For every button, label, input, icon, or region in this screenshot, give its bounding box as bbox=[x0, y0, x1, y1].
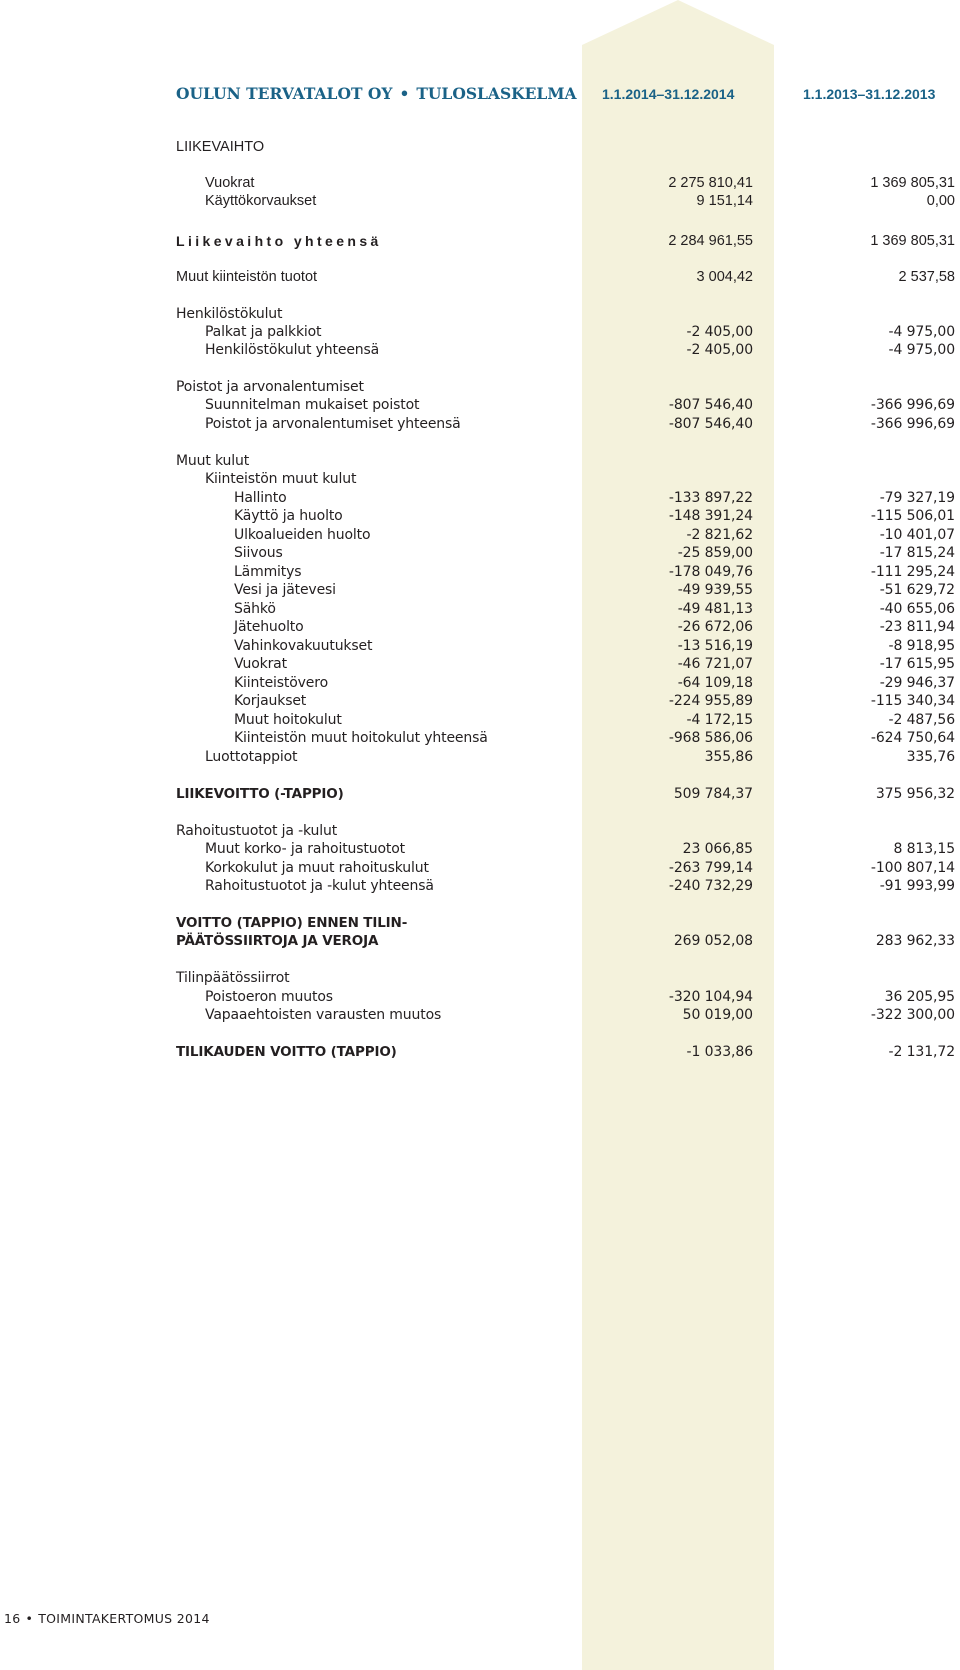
value-2013: 335,76 bbox=[906, 749, 955, 765]
value-2013: 283 962,33 bbox=[875, 933, 955, 949]
row-label: Kiinteistön muut hoitokulut yhteensä bbox=[234, 730, 488, 746]
row-label: TILIKAUDEN VOITTO (TAPPIO) bbox=[176, 1044, 397, 1060]
value-2013: 375 956,32 bbox=[875, 786, 955, 802]
value-2013: -2 131,72 bbox=[888, 1044, 955, 1060]
table-row bbox=[0, 859, 960, 877]
report-name: TULOSLASKELMA bbox=[416, 84, 577, 103]
table-row bbox=[0, 232, 960, 250]
value-2014: -224 955,89 bbox=[668, 693, 753, 709]
row-label: Tilinpäätössiirrot bbox=[176, 970, 290, 986]
table-row bbox=[0, 378, 960, 396]
value-2014: -13 516,19 bbox=[677, 638, 753, 654]
row-label: Muut kulut bbox=[176, 453, 250, 469]
table-row bbox=[0, 396, 960, 414]
table-row bbox=[0, 692, 960, 710]
value-2014: -2 405,00 bbox=[686, 342, 753, 358]
value-2014: -49 481,13 bbox=[677, 601, 753, 617]
row-label: PÄÄTÖSSIIRTOJA JA VEROJA bbox=[176, 933, 379, 949]
table-row bbox=[0, 341, 960, 359]
row-label: Vuokrat bbox=[234, 656, 287, 672]
value-2014: 355,86 bbox=[704, 749, 753, 765]
row-label: Liikevaihto yhteensä bbox=[176, 233, 382, 249]
value-2013: -111 295,24 bbox=[870, 564, 955, 580]
table-row bbox=[0, 452, 960, 470]
table-row bbox=[0, 637, 960, 655]
value-2014: -178 049,76 bbox=[668, 564, 753, 580]
table-row bbox=[0, 138, 960, 156]
value-2013: -23 811,94 bbox=[879, 619, 955, 635]
page-footer bbox=[4, 1611, 210, 1626]
row-label: Palkat ja palkkiot bbox=[205, 324, 322, 340]
table-row bbox=[0, 268, 960, 286]
value-2014: -968 586,06 bbox=[668, 730, 753, 746]
table-row bbox=[0, 655, 960, 673]
value-2013: -4 975,00 bbox=[888, 342, 955, 358]
value-2014: -133 897,22 bbox=[668, 490, 753, 506]
period-previous: 1.1.2013–31.12.2013 bbox=[803, 86, 936, 102]
table-row bbox=[0, 544, 960, 562]
row-label: Luottotappiot bbox=[205, 749, 298, 765]
value-2014: -49 939,55 bbox=[677, 582, 753, 598]
value-2013: -115 506,01 bbox=[870, 508, 955, 524]
table-row bbox=[0, 323, 960, 341]
row-label: Kiinteistön muut kulut bbox=[205, 471, 357, 487]
table-row bbox=[0, 840, 960, 858]
value-2013: -366 996,69 bbox=[870, 416, 955, 432]
value-2014: 50 019,00 bbox=[682, 1007, 753, 1023]
table-row bbox=[0, 877, 960, 895]
row-label: Vahinkovakuutukset bbox=[234, 638, 373, 654]
row-label: Siivous bbox=[234, 545, 283, 561]
value-2014: -26 672,06 bbox=[677, 619, 753, 635]
value-2014: 3 004,42 bbox=[696, 269, 753, 285]
table-row bbox=[0, 932, 960, 950]
value-2014: -807 546,40 bbox=[668, 397, 753, 413]
table-row bbox=[0, 748, 960, 766]
row-label: VOITTO (TAPPIO) ENNEN TILIN- bbox=[176, 915, 408, 931]
table-row bbox=[0, 988, 960, 1006]
table-row bbox=[0, 969, 960, 987]
value-2013: -51 629,72 bbox=[879, 582, 955, 598]
value-2014: -807 546,40 bbox=[668, 416, 753, 432]
value-2013: -366 996,69 bbox=[870, 397, 955, 413]
row-label: Muut kiinteistön tuotot bbox=[176, 269, 318, 285]
row-label: Henkilöstökulut yhteensä bbox=[205, 342, 380, 358]
table-row bbox=[0, 822, 960, 840]
value-2014: -1 033,86 bbox=[686, 1044, 753, 1060]
table-row bbox=[0, 174, 960, 192]
table-row bbox=[0, 618, 960, 636]
value-2014: -2 821,62 bbox=[686, 527, 753, 543]
row-label: Poistot ja arvonalentumiset bbox=[176, 379, 364, 395]
row-label: Muut hoitokulut bbox=[234, 712, 342, 728]
value-2013: -17 815,24 bbox=[879, 545, 955, 561]
table-row bbox=[0, 711, 960, 729]
table-row bbox=[0, 305, 960, 323]
value-2013: 8 813,15 bbox=[893, 841, 955, 857]
table-row bbox=[0, 192, 960, 210]
value-2013: 1 369 805,31 bbox=[870, 175, 955, 191]
row-label: Hallinto bbox=[234, 490, 287, 506]
row-label: LIIKEVOITTO (-TAPPIO) bbox=[176, 786, 344, 802]
value-2013: 36 205,95 bbox=[884, 989, 955, 1005]
report-title bbox=[176, 84, 577, 104]
value-2014: 269 052,08 bbox=[673, 933, 753, 949]
row-label: Vuokrat bbox=[205, 175, 255, 191]
row-label: Suunnitelman mukaiset poistot bbox=[205, 397, 420, 413]
row-label: Käyttökorvaukset bbox=[205, 193, 317, 209]
table-row bbox=[0, 563, 960, 581]
row-label: Poistot ja arvonalentumiset yhteensä bbox=[205, 416, 461, 432]
table-row bbox=[0, 785, 960, 803]
value-2013: -79 327,19 bbox=[879, 490, 955, 506]
value-2014: 23 066,85 bbox=[682, 841, 753, 857]
table-row bbox=[0, 581, 960, 599]
value-2014: -46 721,07 bbox=[677, 656, 753, 672]
value-2013: -91 993,99 bbox=[879, 878, 955, 894]
row-label: Käyttö ja huolto bbox=[234, 508, 343, 524]
row-label: Rahoitustuotot ja -kulut bbox=[176, 823, 338, 839]
row-label: Korjaukset bbox=[234, 693, 307, 709]
value-2014: -320 104,94 bbox=[668, 989, 753, 1005]
value-2014: 2 284 961,55 bbox=[668, 233, 753, 249]
value-2014: -4 172,15 bbox=[686, 712, 753, 728]
table-row bbox=[0, 526, 960, 544]
row-label: Poistoeron muutos bbox=[205, 989, 333, 1005]
value-2013: -8 918,95 bbox=[888, 638, 955, 654]
row-label: Ulkoalueiden huolto bbox=[234, 527, 371, 543]
value-2013: -17 615,95 bbox=[879, 656, 955, 672]
row-label: Jätehuolto bbox=[234, 619, 304, 635]
value-2013: -115 340,34 bbox=[870, 693, 955, 709]
value-2013: -4 975,00 bbox=[888, 324, 955, 340]
row-label: Vesi ja jätevesi bbox=[234, 582, 336, 598]
period-current: 1.1.2014–31.12.2014 bbox=[602, 86, 735, 102]
company-name: OULUN TERVATALOT OY bbox=[176, 84, 393, 103]
page-number: 16 bbox=[4, 1611, 21, 1626]
value-2014: -240 732,29 bbox=[668, 878, 753, 894]
table-row bbox=[0, 600, 960, 618]
row-label: LIIKEVAIHTO bbox=[176, 139, 265, 155]
value-2014: -2 405,00 bbox=[686, 324, 753, 340]
value-2013: 1 369 805,31 bbox=[870, 233, 955, 249]
value-2013: -624 750,64 bbox=[870, 730, 955, 746]
value-2013: -2 487,56 bbox=[888, 712, 955, 728]
table-row bbox=[0, 470, 960, 488]
row-label: Vapaaehtoisten varausten muutos bbox=[205, 1007, 442, 1023]
table-row bbox=[0, 674, 960, 692]
table-row bbox=[0, 489, 960, 507]
table-row bbox=[0, 1043, 960, 1061]
publication-name: TOIMINTAKERTOMUS 2014 bbox=[38, 1611, 210, 1626]
footer-separator: • bbox=[25, 1611, 34, 1626]
row-label: Henkilöstökulut bbox=[176, 306, 283, 322]
row-label: Kiinteistövero bbox=[234, 675, 328, 691]
table-row bbox=[0, 507, 960, 525]
value-2014: -263 799,14 bbox=[668, 860, 753, 876]
value-2014: -64 109,18 bbox=[677, 675, 753, 691]
row-label: Muut korko- ja rahoitustuotot bbox=[205, 841, 405, 857]
table-row bbox=[0, 729, 960, 747]
value-2013: -29 946,37 bbox=[879, 675, 955, 691]
value-2013: -10 401,07 bbox=[879, 527, 955, 543]
row-label: Sähkö bbox=[234, 601, 276, 617]
row-label: Lämmitys bbox=[234, 564, 302, 580]
value-2014: -148 391,24 bbox=[668, 508, 753, 524]
value-2014: -25 859,00 bbox=[677, 545, 753, 561]
title-separator: • bbox=[399, 84, 410, 103]
value-2013: 2 537,58 bbox=[898, 269, 955, 285]
row-label: Korkokulut ja muut rahoituskulut bbox=[205, 860, 429, 876]
value-2014: 2 275 810,41 bbox=[668, 175, 753, 191]
table-row bbox=[0, 914, 960, 932]
value-2013: -322 300,00 bbox=[870, 1007, 955, 1023]
value-2013: -100 807,14 bbox=[870, 860, 955, 876]
table-row bbox=[0, 1006, 960, 1024]
report-header bbox=[0, 84, 960, 108]
row-label: Rahoitustuotot ja -kulut yhteensä bbox=[205, 878, 434, 894]
value-2013: 0,00 bbox=[926, 193, 955, 209]
table-row bbox=[0, 415, 960, 433]
value-2014: 9 151,14 bbox=[696, 193, 753, 209]
value-2013: -40 655,06 bbox=[879, 601, 955, 617]
value-2014: 509 784,37 bbox=[673, 786, 753, 802]
